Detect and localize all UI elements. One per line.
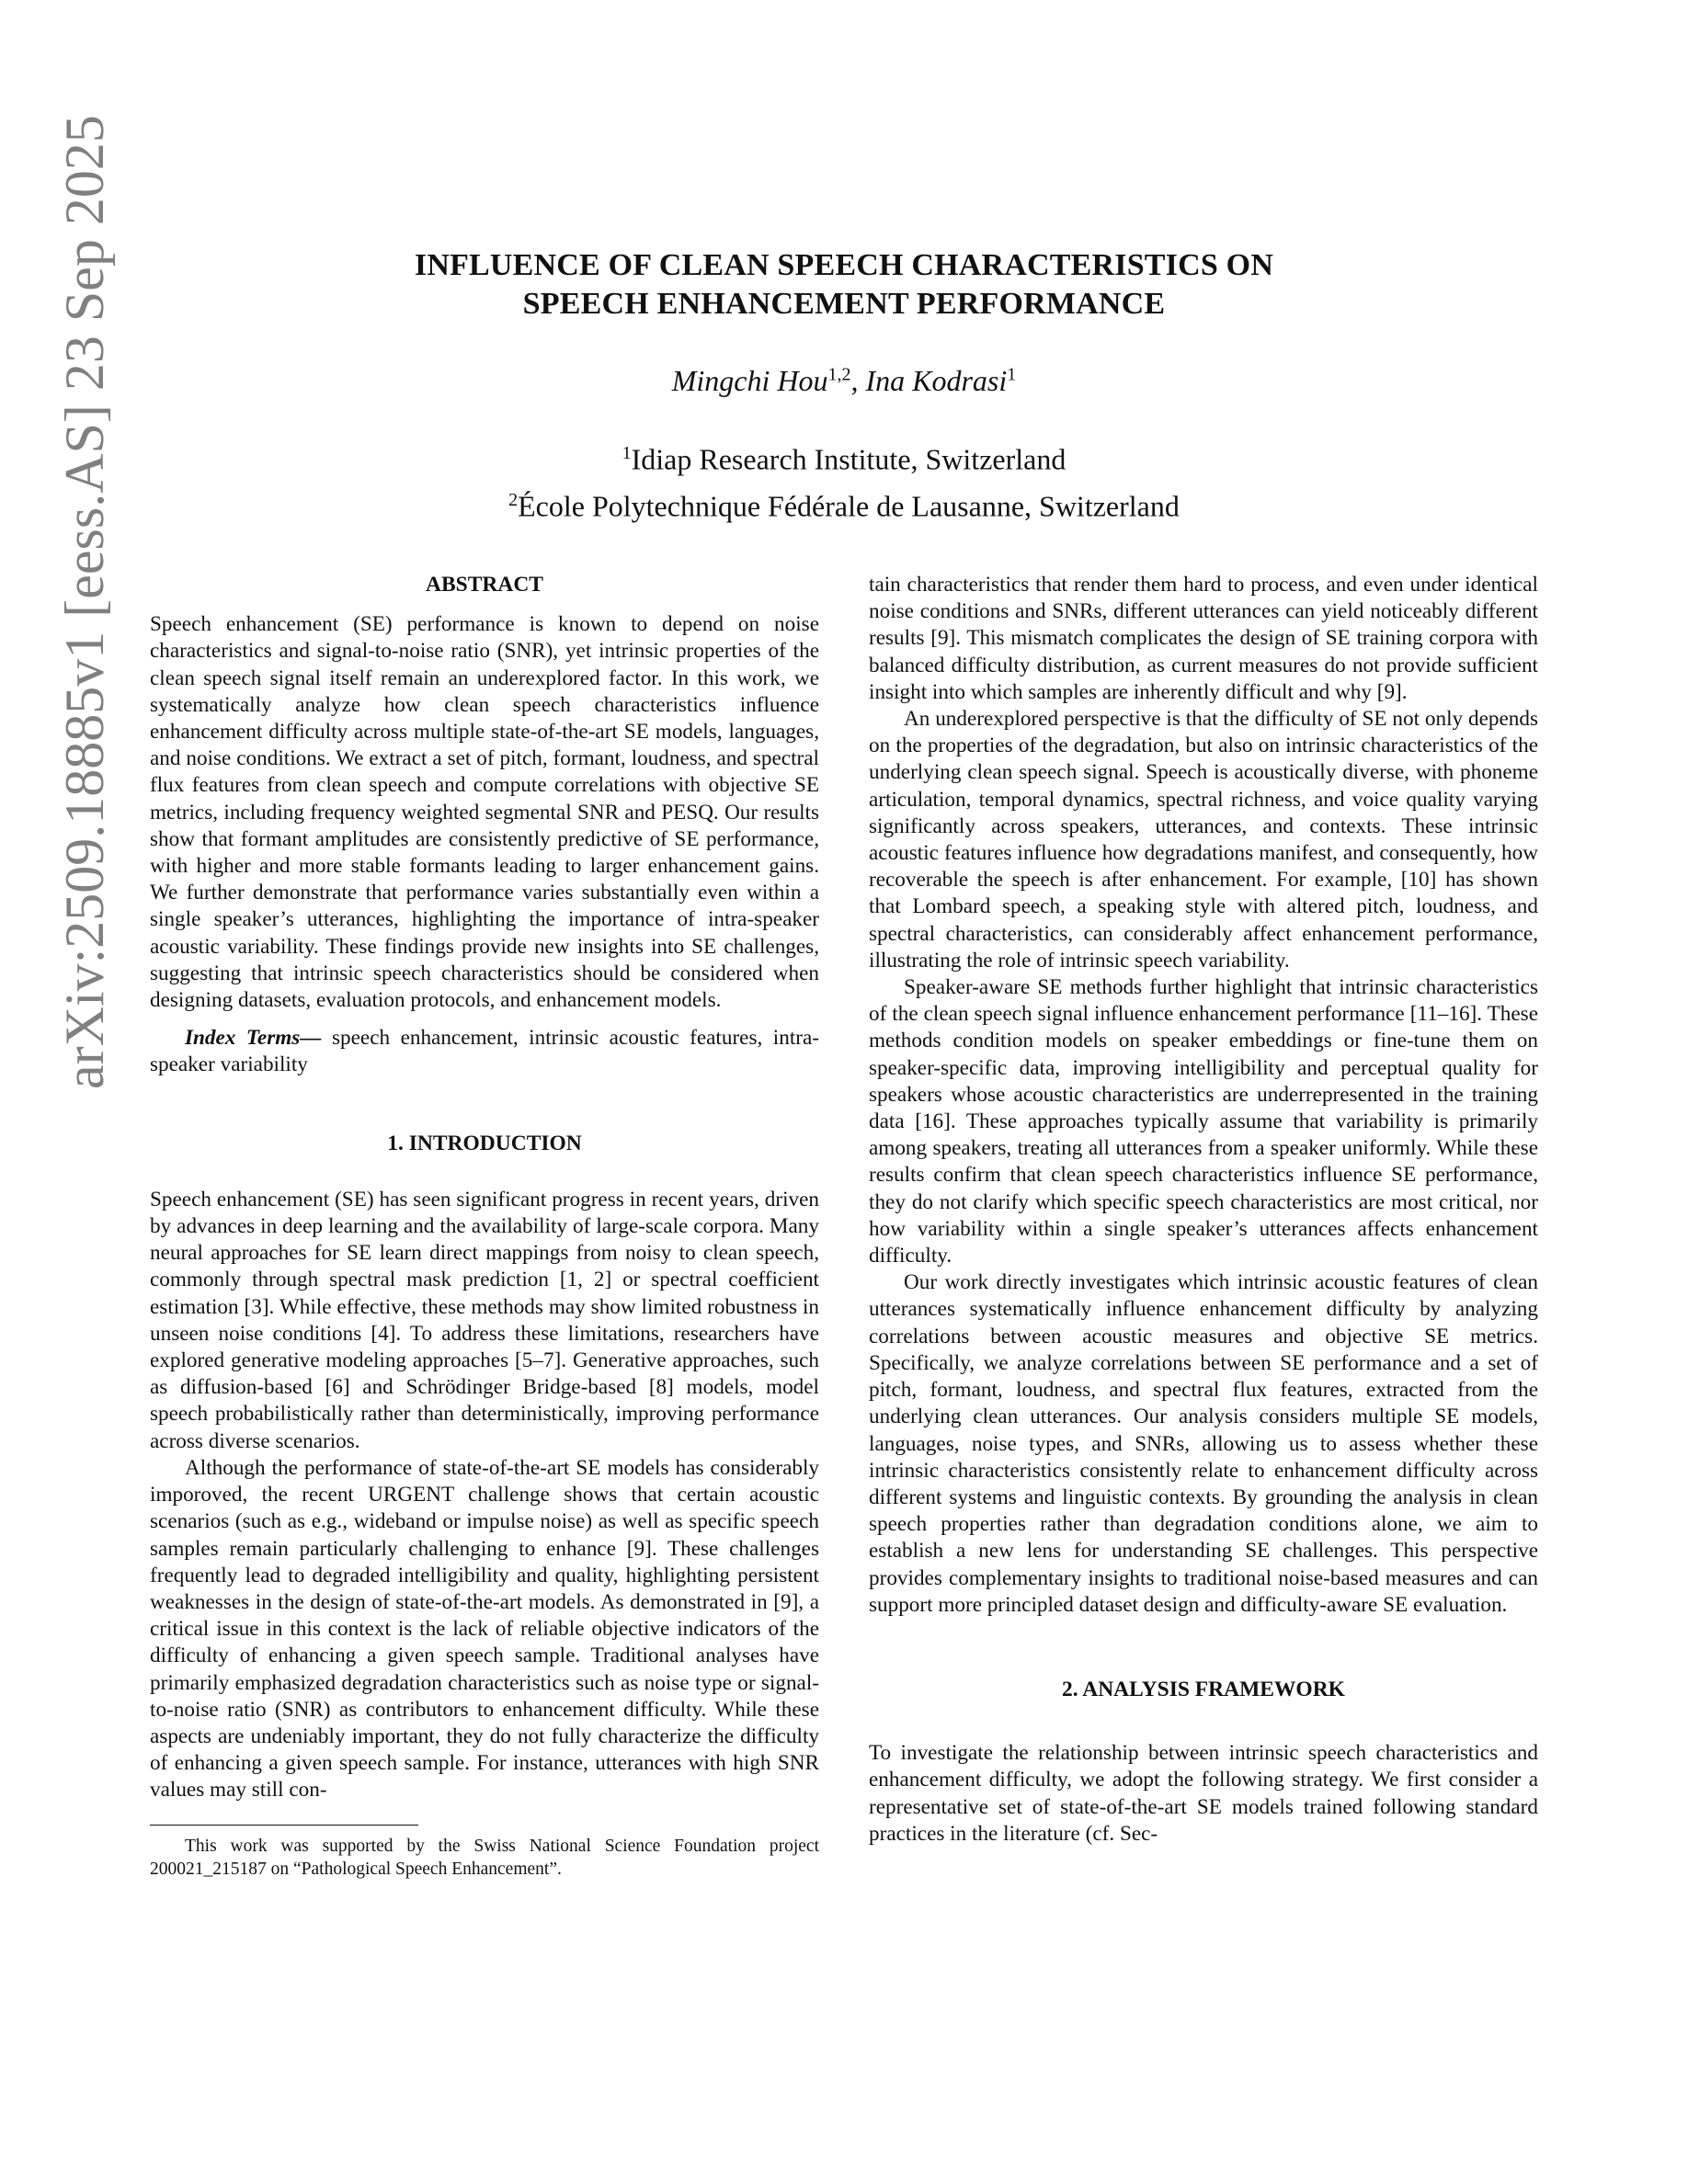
left-column (150, 572, 819, 1881)
index-terms-label: Index Terms— (185, 1026, 322, 1051)
footnote-rule (150, 1825, 418, 1826)
affiliation-list (0, 433, 1688, 526)
author-affiliation-marker: 1,2 (827, 364, 851, 385)
author-affiliation-marker: 1 (1007, 364, 1017, 385)
right-column (869, 572, 1538, 1848)
author-separator: , (850, 364, 866, 397)
abstract-text: Speech enhancement (SE) performance is known to depend on noise characteristics and signal-to-noise ratio (SNR), yet intrinsic properties of the clean speech signal itself remain an underexplored factor. In this work, we systematically analyze how clean speech characteristics influence enhancement difficulty across multiple state-of-the-art SE models, languages, and noise conditions. We extract a set of pitch, formant, loudness, and spectral flux features from clean speech and compute correlations with objective SE metrics, including frequency weighted segmental SNR and PESQ. Our results show that formant amplitudes are consistently predictive of SE performance, with higher and more stable formants leading to larger enhancement gains. We further demonstrate that performance varies substantially even within a single speaker’s utterances, highlighting the importance of intra-speaker acoustic variability. These findings provide new insights into SE challenges, suggesting that intrinsic speech characteristics should be considered when designing datasets, evaluation protocols, and enhancement models. (150, 612, 819, 1013)
affiliation-name: Idiap Research Institute, Switzerland (631, 442, 1066, 476)
intro-paragraph-2: Although the performance of state-of-the-art SE models has considerably imporoved, the recent URGENT challenge shows that certain acoustic scenarios (such as e.g., wideband or impulse noise) as well as specific speech samples remain particularly challenging to enhance [9]. These challenges frequently lead to degraded intelligibility and quality, highlighting persistent weaknesses in the design of state-of-the-art models. As demonstrated in [9], a critical issue in this context is the lack of reliable objective indicators of the difficulty of enhancing a given speech sample. Traditional analyses have primarily emphasized degradation characteristics such as noise type or signal-to-noise ratio (SNR) as contributors to enhancement difficulty. While these aspects are undeniably important, they do not fully characterize the difficulty of enhancing a given speech sample. For instance, utterances with high SNR values may still con- (150, 1455, 819, 1803)
index-terms-text: speech enhancement, intrinsic acoustic features, intra-speaker variability (150, 1026, 819, 1077)
title-block (0, 246, 1688, 526)
affiliation (0, 433, 1688, 480)
affiliation-marker: 2 (508, 489, 519, 510)
funding-footnote: This work was supported by the Swiss National Science Foundation project 200021_215187 on “Pathological Speech Enhancement”. (150, 1836, 819, 1879)
arxiv-identifier-stamp: arXiv:2509.18885v1 [eess.AS] 23 Sep 2025 (54, 115, 115, 1089)
intro-paragraph-1: Speech enhancement (SE) has seen significant progress in recent years, driven by advances in deep learning and the availability of large-scale corpora. Many neural approaches for SE learn direct mappings from noisy to clean speech, commonly through spectral mask prediction [1, 2] or spectral coefficient estimation [3]. While effective, these methods may show limited robustness in unseen noise conditions [4]. To address these limitations, researchers have explored generative modeling approaches [5–7]. Generative approaches, such as diffusion-based [6] and Schrödinger Bridge-based [8] models, model speech probabilistically rather than deterministically, improving performance across diverse scenarios. (150, 1187, 819, 1453)
analysis-framework-heading: 2. ANALYSIS FRAMEWORK (1062, 1677, 1345, 1701)
affiliation-name: École Polytechnique Fédérale de Lausanne, Switzerland (518, 489, 1180, 523)
intro-paragraph-4: Speaker-aware SE methods further highlight that intrinsic characteristics of the clean speech signal influence enhancement performance [11–16]. These methods condition models on speaker embeddings or fine-tune them on speaker-specific data, improving intelligibility and perceptual quality for speakers whose acoustic characteristics are underrepresented in the training data [16]. These approaches typically assume that variability is primarily among speakers, treating all utterances from a speaker uniformly. While these results confirm that clean speech characteristics influence SE performance, they do not clarify which specific speech characteristics are most critical, nor how variability within a single speaker’s utterances affects enhancement difficulty. (869, 975, 1538, 1268)
intro-paragraph-5: Our work directly investigates which intrinsic acoustic features of clean utterances systematically influence enhancement difficulty by analyzing correlations between acoustic measures and objective SE metrics. Specifically, we analyze correlations between SE performance and a set of pitch, formant, loudness, and spectral flux features, extracted from the underlying clean utterances. Our analysis considers multiple SE models, languages, noise types, and SNRs, allowing us to assess whether these intrinsic characteristics consistently relate to enhancement difficulty across different systems and linguistic contexts. By grounding the analysis in clean speech properties rather than degradation conditions alone, we aim to establish a new lens for understanding SE challenges. This perspective provides complementary insights to traditional noise-based measures and can support more principled dataset design and difficulty-aware SE evaluation. (869, 1270, 1538, 1617)
framework-paragraph-1: To investigate the relationship between intrinsic speech characteristics and enhancement difficulty, we adopt the following strategy. We first consider a representative set of state-of-the-art SE models trained following standard practices in the literature (cf. Sec- (869, 1741, 1538, 1846)
paper-title (0, 246, 1688, 324)
title-line-1: INFLUENCE OF CLEAN SPEECH CHARACTERISTICS ON (414, 248, 1274, 282)
author-list (0, 364, 1688, 398)
author-name: Ina Kodrasi (865, 364, 1008, 397)
intro-paragraph-3: An underexplored perspective is that the difficulty of SE not only depends on the properties of the degradation, but also on intrinsic characteristics of the underlying clean speech signal. Speech is acoustically diverse, with phoneme articulation, temporal dynamics, spectral richness, and voice quality varying significantly across speakers, utterances, and contexts. These intrinsic acoustic features influence how degradations manifest, and consequently, how recoverable the speech is after enhancement. For example, [10] has shown that Lombard speech, a speaking style with altered pitch, loudness, and spectral characteristics, can considerably affect enhancement performance, illustrating the role of intrinsic speech variability. (869, 707, 1538, 973)
introduction-heading: 1. INTRODUCTION (387, 1131, 582, 1155)
intro-paragraph-2-continued: tain characteristics that render them hard to process, and even under identical noise conditions and SNRs, different utterances can yield noticeably different results [9]. This mismatch complicates the design of SE training corpora with balanced difficulty distribution, as current measures do not provide sufficient insight into which samples are inherently difficult and why [9]. (869, 573, 1538, 704)
title-line-2: SPEECH ENHANCEMENT PERFORMANCE (522, 287, 1166, 321)
affiliation-marker: 1 (622, 443, 632, 463)
index-terms (150, 1025, 819, 1078)
abstract-heading: ABSTRACT (426, 573, 543, 597)
author-name: Mingchi Hou (671, 364, 828, 397)
affiliation (0, 480, 1688, 527)
